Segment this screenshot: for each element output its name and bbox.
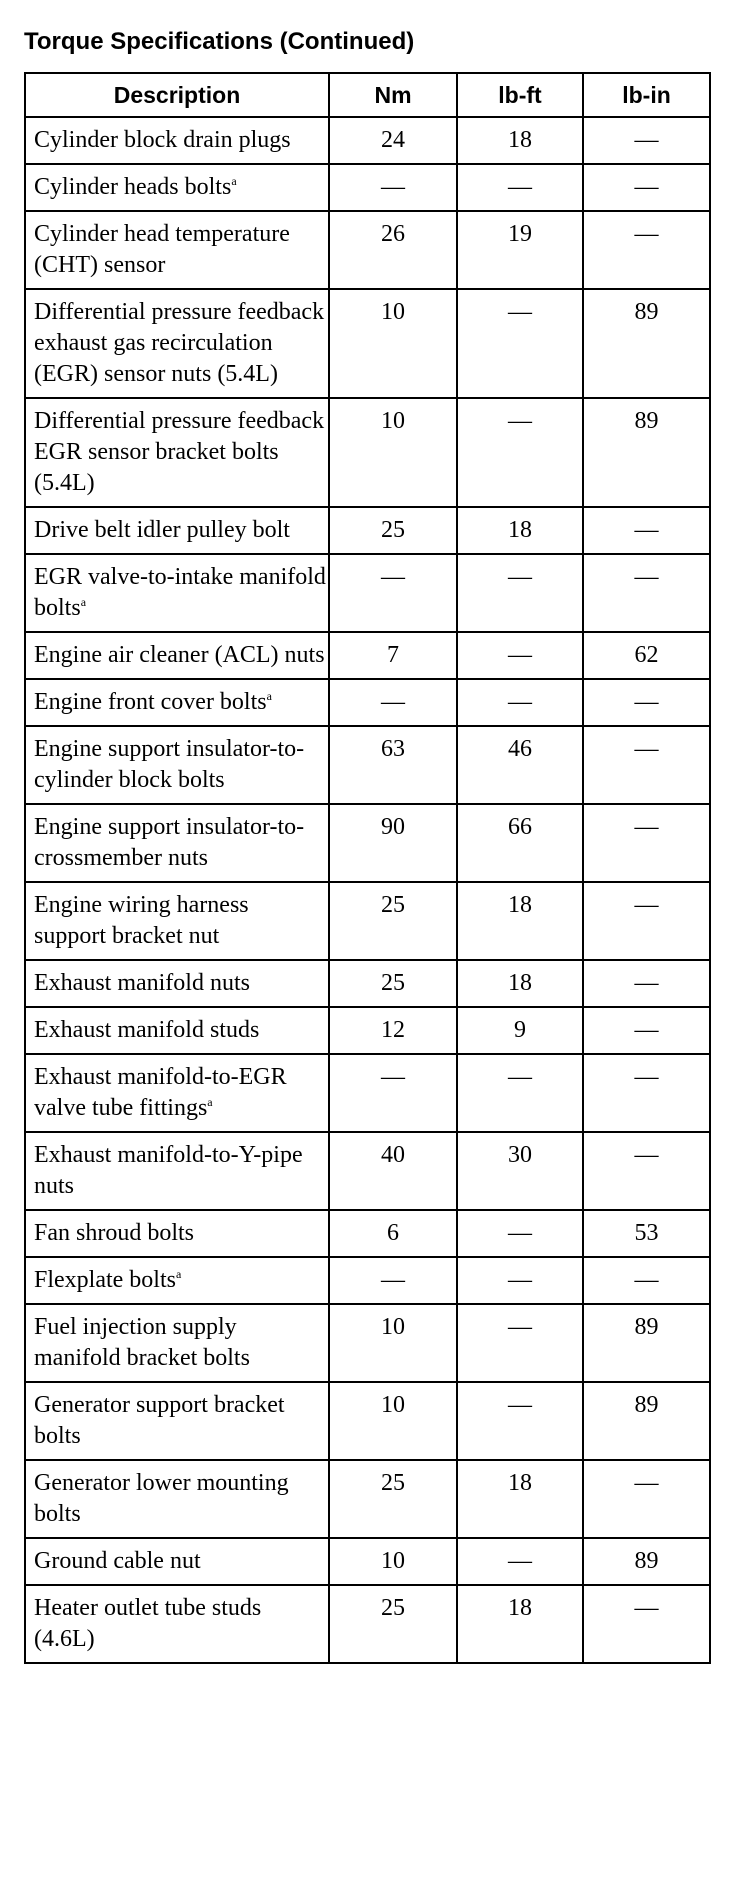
lbin-value-cell: — <box>583 164 710 211</box>
description-cell <box>25 1382 329 1460</box>
description-cell <box>25 1132 329 1210</box>
description-text: Exhaust manifold studs <box>34 1017 260 1043</box>
nm-value-cell: — <box>329 1054 457 1132</box>
lbin-value-cell: — <box>583 679 710 726</box>
description-text: Drive belt idler pulley bolt <box>34 517 290 543</box>
torque-spec-table <box>24 72 711 1664</box>
table-row <box>25 507 710 554</box>
description-text: Engine air cleaner (ACL) nuts <box>34 642 325 668</box>
description-text: Engine front cover bolts <box>34 689 267 715</box>
lbft-value-cell: 18 <box>457 117 583 164</box>
description-text: Engine wiring harness support bracket nut <box>34 892 249 949</box>
description-text: Cylinder head temperature (CHT) sensor <box>34 221 290 278</box>
lbft-value-cell: 66 <box>457 804 583 882</box>
nm-value-cell: 24 <box>329 117 457 164</box>
table-row <box>25 1304 710 1382</box>
table-row <box>25 1257 710 1304</box>
description-cell <box>25 1538 329 1585</box>
nm-value-cell: 90 <box>329 804 457 882</box>
lbin-value-cell: 89 <box>583 398 710 507</box>
description-text: Differential pressure feedback exhaust gas recirculation (EGR) sensor nuts (5.4L) <box>34 299 325 387</box>
description-text: Ground cable nut <box>34 1548 201 1574</box>
lbin-value-cell: — <box>583 1257 710 1304</box>
description-text: Generator lower mounting bolts <box>34 1470 289 1527</box>
nm-value-cell: 40 <box>329 1132 457 1210</box>
table-row <box>25 1382 710 1460</box>
table-row <box>25 632 710 679</box>
table-header-row <box>25 73 710 117</box>
lbft-value-cell: — <box>457 289 583 398</box>
lbin-value-cell: 62 <box>583 632 710 679</box>
footnote-marker: a <box>266 689 272 703</box>
lbft-value-cell: 18 <box>457 882 583 960</box>
description-text: Generator support bracket bolts <box>34 1392 285 1449</box>
lbin-value-cell: — <box>583 507 710 554</box>
nm-value-cell: 10 <box>329 289 457 398</box>
nm-value-cell: 63 <box>329 726 457 804</box>
lbft-value-cell: — <box>457 1210 583 1257</box>
lbin-value-cell: 89 <box>583 1304 710 1382</box>
lbin-value-cell: — <box>583 211 710 289</box>
nm-value-cell: 25 <box>329 507 457 554</box>
description-text: Heater outlet tube studs (4.6L) <box>34 1595 262 1652</box>
description-cell <box>25 398 329 507</box>
lbft-value-cell: — <box>457 1382 583 1460</box>
table-row <box>25 1460 710 1538</box>
nm-value-cell: — <box>329 679 457 726</box>
nm-value-cell: — <box>329 554 457 632</box>
description-cell <box>25 507 329 554</box>
table-row <box>25 211 710 289</box>
lbin-value-cell: — <box>583 554 710 632</box>
lbin-value-cell: — <box>583 1132 710 1210</box>
table-row <box>25 164 710 211</box>
nm-value-cell: 10 <box>329 398 457 507</box>
description-text: Fan shroud bolts <box>34 1220 195 1246</box>
table-row <box>25 289 710 398</box>
lbin-value-cell: — <box>583 882 710 960</box>
description-cell <box>25 726 329 804</box>
lbft-value-cell: — <box>457 1054 583 1132</box>
lbft-value-cell: — <box>457 632 583 679</box>
description-cell <box>25 1007 329 1054</box>
lbft-value-cell: — <box>457 1538 583 1585</box>
description-cell <box>25 211 329 289</box>
description-cell <box>25 554 329 632</box>
description-cell <box>25 882 329 960</box>
table-row <box>25 1007 710 1054</box>
table-row <box>25 882 710 960</box>
lbin-value-cell: — <box>583 1054 710 1132</box>
nm-value-cell: — <box>329 164 457 211</box>
description-cell <box>25 960 329 1007</box>
lbft-value-cell: 18 <box>457 1460 583 1538</box>
table-row <box>25 1054 710 1132</box>
lbft-value-cell: 9 <box>457 1007 583 1054</box>
table-row <box>25 554 710 632</box>
description-text: Exhaust manifold-to-Y-pipe nuts <box>34 1142 303 1199</box>
nm-value-cell: 10 <box>329 1304 457 1382</box>
table-row <box>25 1132 710 1210</box>
lbft-value-cell: 18 <box>457 1585 583 1663</box>
nm-value-cell: 26 <box>329 211 457 289</box>
lbft-value-cell: 46 <box>457 726 583 804</box>
table-body <box>25 117 710 1663</box>
description-text: Exhaust manifold-to-EGR valve tube fittings <box>34 1064 287 1121</box>
description-text: Differential pressure feedback EGR sensor bracket bolts (5.4L) <box>34 408 325 496</box>
description-cell <box>25 1054 329 1132</box>
lbft-value-cell: — <box>457 1257 583 1304</box>
table-row <box>25 1538 710 1585</box>
description-text: Engine support insulator-to-crossmember nuts <box>34 814 305 871</box>
lbin-value-cell: 53 <box>583 1210 710 1257</box>
description-cell <box>25 1585 329 1663</box>
nm-value-cell: 7 <box>329 632 457 679</box>
lbft-value-cell: 30 <box>457 1132 583 1210</box>
lbin-value-cell: — <box>583 804 710 882</box>
lbft-value-cell: — <box>457 1304 583 1382</box>
table-row <box>25 1210 710 1257</box>
column-header-description: Description <box>25 73 329 117</box>
lbft-value-cell: — <box>457 164 583 211</box>
description-cell <box>25 1210 329 1257</box>
description-cell <box>25 1304 329 1382</box>
table-row <box>25 398 710 507</box>
lbin-value-cell: 89 <box>583 1382 710 1460</box>
page-title: Torque Specifications (Continued) <box>24 28 415 55</box>
description-cell <box>25 1460 329 1538</box>
column-header-lbin: lb-in <box>583 73 710 117</box>
nm-value-cell: 12 <box>329 1007 457 1054</box>
lbft-value-cell: — <box>457 398 583 507</box>
footnote-marker: a <box>175 1267 182 1281</box>
description-text: EGR valve-to-intake manifold bolts <box>34 564 326 621</box>
nm-value-cell: 25 <box>329 882 457 960</box>
lbft-value-cell: — <box>457 679 583 726</box>
column-header-lbft: lb-ft <box>457 73 583 117</box>
lbin-value-cell: — <box>583 1007 710 1054</box>
footnote-marker: a <box>207 1095 213 1109</box>
lbft-value-cell: 18 <box>457 507 583 554</box>
description-text: Fuel injection supply manifold bracket bolts <box>34 1314 250 1371</box>
nm-value-cell: 10 <box>329 1538 457 1585</box>
description-cell <box>25 289 329 398</box>
description-text: Cylinder block drain plugs <box>34 127 291 153</box>
lbin-value-cell: 89 <box>583 289 710 398</box>
nm-value-cell: 25 <box>329 1585 457 1663</box>
footnote-marker: a <box>231 174 237 188</box>
nm-value-cell: — <box>329 1257 457 1304</box>
lbft-value-cell: 18 <box>457 960 583 1007</box>
lbin-value-cell: — <box>583 960 710 1007</box>
column-header-nm: Nm <box>329 73 457 117</box>
lbft-value-cell: — <box>457 554 583 632</box>
description-cell <box>25 679 329 726</box>
description-cell <box>25 164 329 211</box>
footnote-marker: a <box>80 595 87 609</box>
lbin-value-cell: — <box>583 1585 710 1663</box>
description-cell <box>25 632 329 679</box>
lbin-value-cell: — <box>583 1460 710 1538</box>
description-text: Exhaust manifold nuts <box>34 970 250 996</box>
description-text: Engine support insulator-to-cylinder block bolts <box>34 736 305 793</box>
description-cell <box>25 1257 329 1304</box>
description-text: Cylinder heads bolts <box>34 174 232 200</box>
nm-value-cell: 25 <box>329 1460 457 1538</box>
table-row <box>25 679 710 726</box>
description-cell <box>25 117 329 164</box>
lbin-value-cell: — <box>583 726 710 804</box>
description-cell <box>25 804 329 882</box>
lbft-value-cell: 19 <box>457 211 583 289</box>
nm-value-cell: 25 <box>329 960 457 1007</box>
table-row <box>25 804 710 882</box>
lbin-value-cell: — <box>583 117 710 164</box>
table-row <box>25 960 710 1007</box>
table-row <box>25 1585 710 1663</box>
table-row <box>25 117 710 164</box>
nm-value-cell: 6 <box>329 1210 457 1257</box>
lbin-value-cell: 89 <box>583 1538 710 1585</box>
nm-value-cell: 10 <box>329 1382 457 1460</box>
description-text: Flexplate bolts <box>34 1267 176 1293</box>
table-row <box>25 726 710 804</box>
